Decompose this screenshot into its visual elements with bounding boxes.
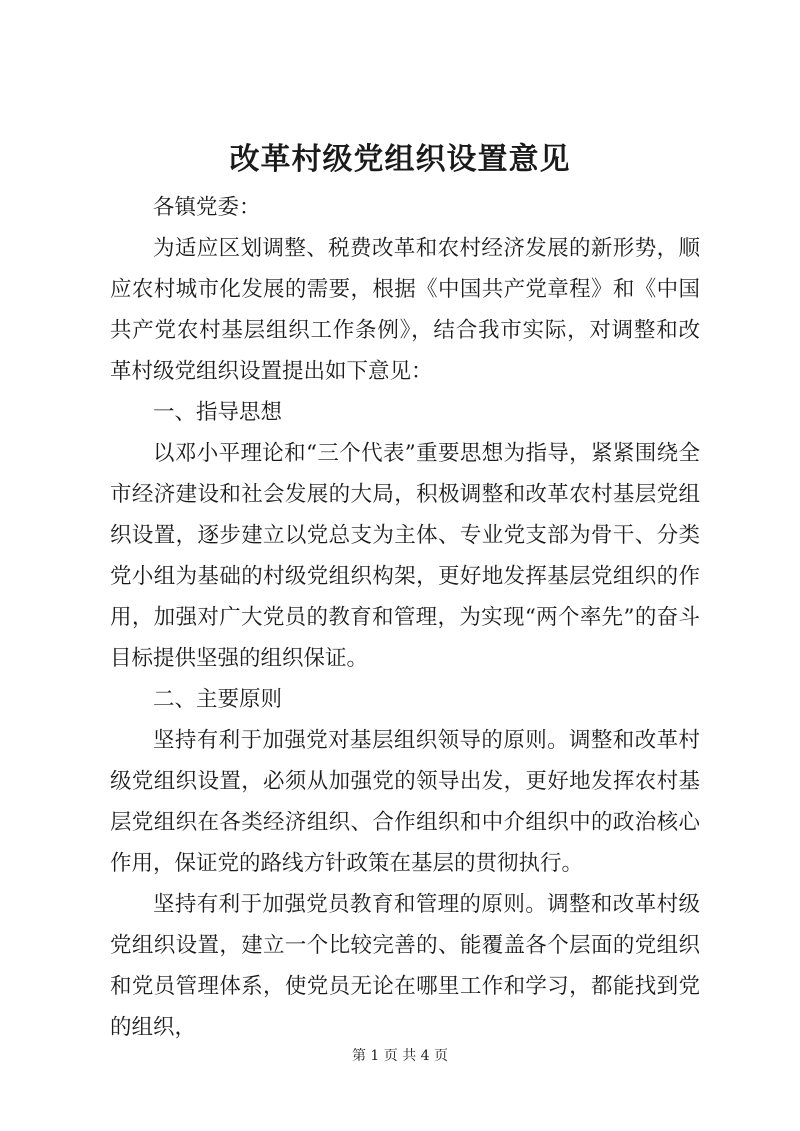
document-title: 改革村级党组织设置意见 [229,142,571,177]
salutation: 各镇党委： [153,195,261,220]
principle-paragraph-2: 坚持有利于加强党员教育和管理的原则。调整和改革村级党组织设置，建立一个比较完善的、能覆盖各个层面的党组织和党员管理体系，使党员无论在哪里工作和学习，都能找到党的组织， [110,892,700,1040]
principle-paragraph-1: 坚持有利于加强党对基层组织领导的原则。调整和改革村级党组织设置，必须从加强党的领导出发，更好地发挥农村基层党组织在各类经济组织、合作组织和中介组织中的政治核心作用，保证党的路线方针政策在基层的贯彻执行。 [110,728,700,876]
section-heading-main-principles: 二、主要原则 [153,687,283,712]
page-footer: 第 1 页 共 4 页 [351,1048,449,1064]
guiding-ideology-paragraph: 以邓小平理论和“三个代表”重要思想为指导，紧紧围绕全市经济建设和社会发展的大局，积极调整和改革农村基层党组织设置，逐步建立以党总支为主体、专业党支部为骨干、分类党小组为基础的村级党组织构架，更好地发挥基层党组织的作用，加强对广大党员的教育和管理，为实现“两个率先”的奋斗目标提供坚强的组织保证。 [110,441,700,671]
intro-paragraph: 为适应区划调整、税费改革和农村经济发展的新形势，顺应农村城市化发展的需要，根据《中国共产党章程》和《中国共产党农村基层组织工作条例》，结合我市实际，对调整和改革村级党组织设置提出如下意见： [110,236,700,384]
section-heading-guiding-ideology: 一、指导思想 [153,400,283,425]
document-body [110,187,700,1048]
